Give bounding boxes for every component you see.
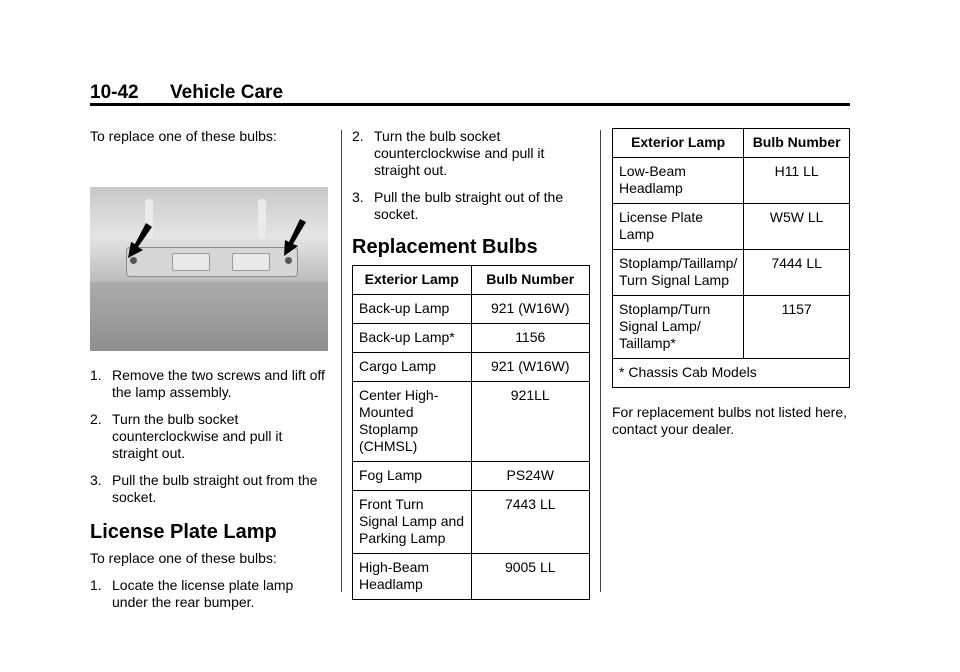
- section-intro: To replace one of these bulbs:: [90, 550, 277, 566]
- list-item: 2. Turn the bulb socket counterclockwise and pull it straight out.: [90, 411, 283, 461]
- table-header-row: [613, 129, 850, 158]
- bulb-table: [612, 128, 850, 388]
- table-cell: 921LL: [471, 382, 590, 462]
- page-title: Vehicle Care: [170, 82, 284, 103]
- steps-list: [90, 577, 330, 611]
- table-cell: 1157: [744, 296, 850, 359]
- table-row: [353, 462, 590, 491]
- table-cell: W5W LL: [744, 204, 850, 250]
- table-cell: Stoplamp/Taillamp/ Turn Signal Lamp: [613, 250, 744, 296]
- section-title: License Plate Lamp: [90, 521, 277, 543]
- list-item: 1. Locate the license plate lamp under the rear bumper.: [90, 577, 294, 610]
- table-cell: Low-Beam Headlamp: [613, 158, 744, 204]
- column-divider: [600, 130, 601, 592]
- table-cell: Back-up Lamp*: [353, 324, 472, 353]
- steps-list: [90, 367, 330, 506]
- table-cell: Stoplamp/Turn Signal Lamp/ Taillamp*: [613, 296, 744, 359]
- table-row: [353, 491, 590, 554]
- column-1: [90, 128, 330, 621]
- table-footnote-row: [613, 359, 850, 388]
- column-2: [352, 128, 592, 600]
- list-item: 1. Remove the two screws and lift off the lamp assembly.: [90, 367, 325, 400]
- steps-list: [352, 128, 592, 223]
- table-cell: 1156: [471, 324, 590, 353]
- table-cell: 7444 LL: [744, 250, 850, 296]
- table-cell: License Plate Lamp: [613, 204, 744, 250]
- page-number: 10-42: [90, 82, 139, 103]
- lamp-photo: [90, 187, 328, 351]
- table-row: [613, 250, 850, 296]
- table-row: [613, 296, 850, 359]
- column-header: Bulb Number: [744, 129, 850, 158]
- section-title: Replacement Bulbs: [352, 236, 538, 258]
- table-row: [353, 324, 590, 353]
- column-header: Exterior Lamp: [613, 129, 744, 158]
- intro-text: To replace one of these bulbs:: [90, 128, 277, 144]
- list-item: 3. Pull the bulb straight out from the socket.: [90, 472, 318, 505]
- column-divider: [341, 130, 342, 592]
- table-cell: Center High-Mounted Stoplamp (CHMSL): [353, 382, 472, 462]
- list-item: 2. Turn the bulb socket counterclockwise and pull it straight out.: [352, 128, 545, 178]
- note-text: For replacement bulbs not listed here, contact your dealer.: [612, 404, 848, 437]
- list-item: 3. Pull the bulb straight out of the socket.: [352, 189, 564, 222]
- table-cell: 9005 LL: [471, 554, 590, 600]
- table-row: [353, 353, 590, 382]
- arrow-icon: [126, 223, 152, 259]
- table-row: [353, 382, 590, 462]
- header-rule: [90, 103, 850, 106]
- table-row: [613, 158, 850, 204]
- table-cell: H11 LL: [744, 158, 850, 204]
- table-cell: Cargo Lamp: [353, 353, 472, 382]
- column-header: Exterior Lamp: [353, 266, 472, 295]
- table-row: [353, 295, 590, 324]
- table-cell: PS24W: [471, 462, 590, 491]
- table-cell: Back-up Lamp: [353, 295, 472, 324]
- table-cell: Fog Lamp: [353, 462, 472, 491]
- screw-icon: [285, 257, 292, 264]
- bulb-table: [352, 265, 590, 600]
- table-footnote: * Chassis Cab Models: [613, 359, 850, 388]
- table-cell: 921 (W16W): [471, 295, 590, 324]
- table-cell: 7443 LL: [471, 491, 590, 554]
- column-3: [612, 128, 852, 448]
- table-row: [353, 554, 590, 600]
- table-header-row: [353, 266, 590, 295]
- column-header: Bulb Number: [471, 266, 590, 295]
- table-cell: High-Beam Headlamp: [353, 554, 472, 600]
- table-row: [613, 204, 850, 250]
- table-cell: Front Turn Signal Lamp and Parking Lamp: [353, 491, 472, 554]
- arrow-icon: [280, 219, 306, 257]
- table-cell: 921 (W16W): [471, 353, 590, 382]
